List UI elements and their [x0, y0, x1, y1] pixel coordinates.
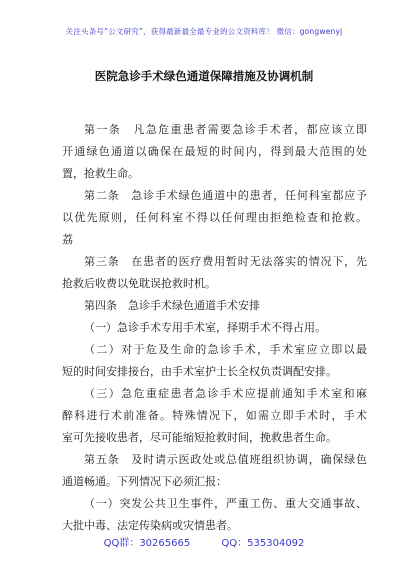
text-line: 短的时间安排接台，由手术室护士长全权负责调配安排。: [62, 365, 337, 378]
paragraph-article-3: [62, 251, 367, 295]
footer-contact: [0, 534, 408, 549]
text-line: 第一条 凡急危重患者需要急诊手术者，都应该立即: [84, 123, 367, 136]
paragraph-article-2: [62, 185, 367, 251]
text-line: 第五条 及时请示医政处或总值班组织协调，确保绿色: [84, 453, 367, 466]
text-line: 第三条 在患者的医疗费用暂时无法落实的情况下，先: [84, 255, 367, 268]
text-line: 第二条 急诊手术绿色通道中的患者，任何科室都应予: [84, 189, 367, 202]
paragraph-item-3: [62, 383, 367, 449]
text-line: 以优先原则，任何科室不得以任何理由拒绝检查和抢救。: [62, 211, 367, 224]
qq-number-text: QQ：535304092: [221, 538, 305, 549]
text-line: 开通绿色通道以确保在最短的时间内，得到最大范围的处: [62, 145, 367, 158]
text-line: 第四条 急诊手术绿色通道手术安排: [84, 299, 260, 312]
text-line: 荔: [62, 233, 73, 246]
text-line: （一）突发公共卫生事件，严重工伤、重大交通事故、: [84, 497, 367, 510]
text-line: （二）对于危及生命的急诊手术，手术室应立即以最: [84, 343, 367, 356]
paragraph-article-1: [62, 119, 367, 185]
header-banner: 关注头条号“公文研究”，获得最新最全最专业的公文资料库！ 微信：gongwenyj: [65, 27, 343, 36]
paragraph-article-4: [62, 295, 367, 317]
text-line: 置，抢救生命。: [62, 167, 139, 180]
text-line: 室可先接收患者，尽可能缩短抢救时间，挽救患者生命。: [62, 431, 337, 444]
text-line: 抢救后收费以免耽误抢救时机。: [62, 277, 216, 290]
qq-group-text: QQ群：30265665: [103, 538, 191, 549]
text-line: （一）急诊手术专用手术室，择期手术不得占用。: [84, 321, 326, 334]
paragraph-article-5: [62, 449, 367, 493]
paragraph-article-5-item-1: [62, 493, 367, 537]
paragraph-item-1: [62, 317, 367, 339]
text-line: （三）急危重症患者急诊手术应提前通知手术室和麻: [84, 387, 367, 400]
text-line: 醉科进行术前准备。特殊情况下，如需立即手术时，手术: [62, 409, 367, 422]
text-line: 通道畅通。下列情况下必须汇报：: [62, 475, 227, 488]
text-line: 大批中毒、法定传染病或灾情患者。: [62, 519, 238, 532]
document-title: 医院急诊手术绿色通道保障措施及协调机制: [94, 69, 314, 83]
paragraph-item-2: [62, 339, 367, 383]
document-body: [62, 119, 367, 537]
